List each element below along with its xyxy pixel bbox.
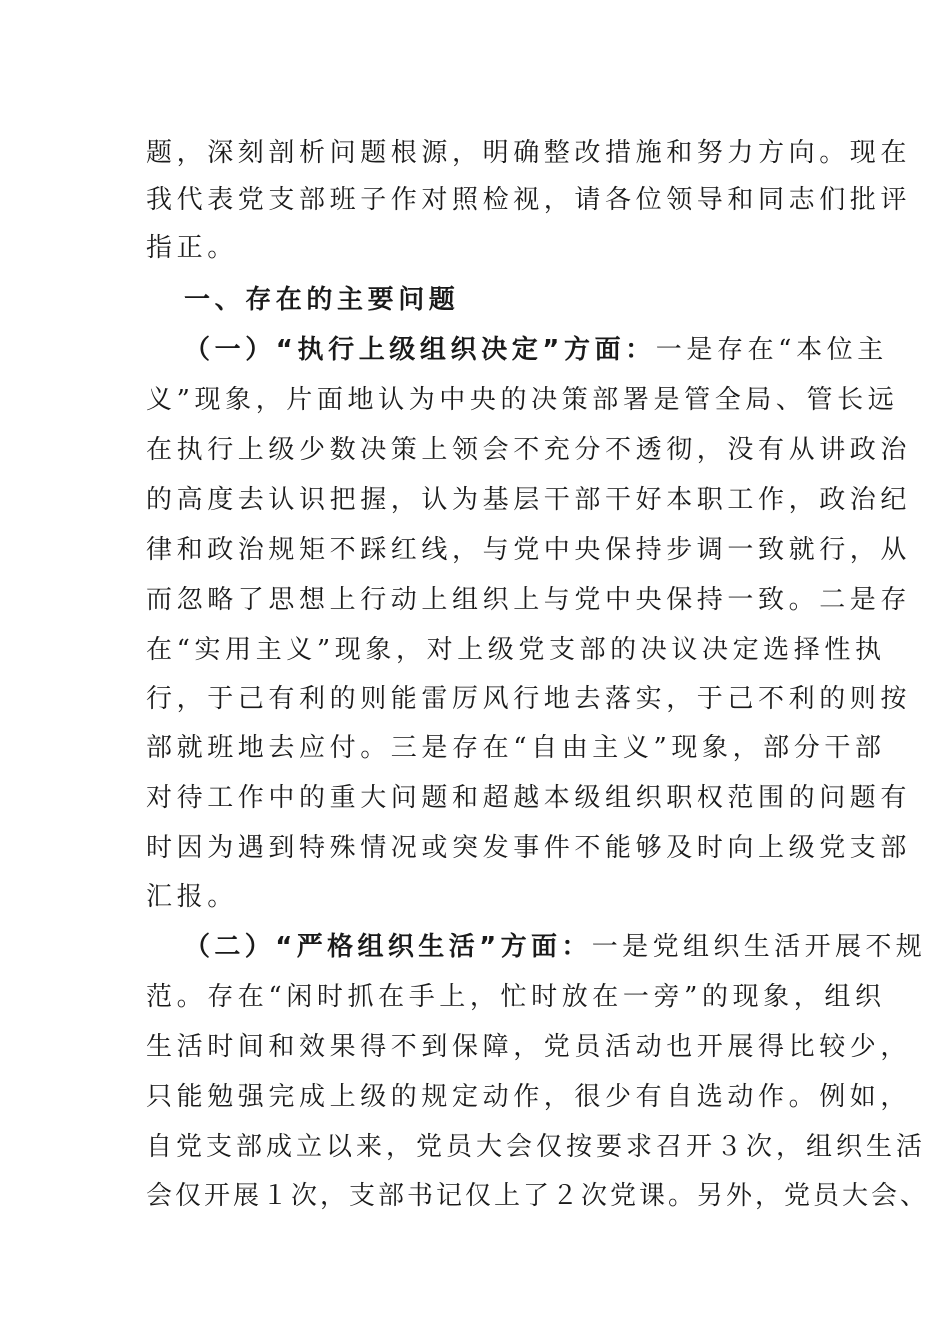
part1-first-line <box>184 330 888 370</box>
part2-line: 只能勉强完成上级的规定动作，很少有自选动作。例如， <box>146 1082 912 1112</box>
part1-line: 行，于己有利的则能雷厉风行地去落实，于己不利的则按 <box>146 684 912 714</box>
part1-line: 时因为遇到特殊情况或突发事件不能够及时向上级党支部 <box>146 833 912 863</box>
part2-first-line <box>184 927 926 967</box>
part1-line: 律和政治规矩不踩红线，与党中央保持步调一致就行，从 <box>146 535 912 565</box>
part2-line: 范。存在“闲时抓在手上，忙时放在一旁”的现象，组织 <box>146 982 886 1012</box>
part2-line: 会仅开展１次，支部书记仅上了２次党课。另外，党员大会、 <box>146 1181 930 1211</box>
part2-heading: （二）“严格组织生活”方面： <box>184 932 592 962</box>
part2-line: 生活时间和效果得不到保障，党员活动也开展得比较少， <box>146 1032 912 1062</box>
part1-line: 在执行上级少数决策上领会不充分不透彻，没有从讲政治 <box>146 435 912 465</box>
part1-line: 汇报。 <box>146 882 238 912</box>
part1-heading: （一）“执行上级组织决定”方面： <box>184 335 656 365</box>
intro-line: 指正。 <box>146 233 238 263</box>
part1-first-line-text: 一是存在“本位主 <box>655 335 888 365</box>
part1-line: 的高度去认识把握，认为基层干部干好本职工作，政治纪 <box>146 485 912 515</box>
part2-first-line-text: 一是党组织生活开展不规 <box>591 932 927 962</box>
part1-line: 对待工作中的重大问题和超越本级组织职权范围的问题有 <box>146 783 912 813</box>
part2-line: 自党支部成立以来，党员大会仅按要求召开３次，组织生活 <box>146 1132 927 1162</box>
part1-line: 部就班地去应付。三是存在“自由主义”现象，部分干部 <box>146 733 886 763</box>
part1-line: 而忽略了思想上行动上组织上与党中央保持一致。二是存 <box>146 585 912 615</box>
section-heading: 一、存在的主要问题 <box>184 285 460 315</box>
intro-line: 我代表党支部班子作对照检视，请各位领导和同志们批评 <box>146 185 912 215</box>
part1-line: 在“实用主义”现象，对上级党支部的决议决定选择性执 <box>146 635 886 665</box>
part1-line: 义”现象，片面地认为中央的决策部署是管全局、管长远 <box>146 385 899 415</box>
intro-line: 题，深刻剖析问题根源，明确整改措施和努力方向。现在 <box>146 138 912 168</box>
